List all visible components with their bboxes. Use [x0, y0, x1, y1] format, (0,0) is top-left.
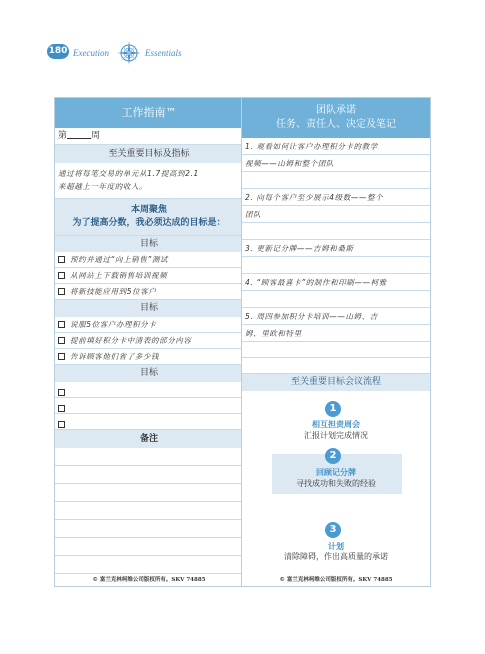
goal-text: 提前填好积分卡中清表的部分内容	[70, 336, 192, 345]
work-guide-title: 工作指南™	[55, 98, 243, 128]
checkbox[interactable]	[58, 353, 65, 360]
checkbox[interactable]	[58, 421, 65, 428]
goal-text: 告诉顾客他们省了多少钱	[70, 352, 160, 361]
focus-subtitle: 为了提高分数，我必须达成的目标是：	[72, 218, 226, 228]
cycle-diagram	[242, 98, 432, 298]
commitment-line[interactable]: 视频——山姆和整个团队	[242, 155, 430, 172]
checkbox[interactable]	[58, 405, 65, 412]
step-3-desc: 清除障碍，作出高质量的承诺	[284, 552, 388, 561]
header-title-right: Essentials	[145, 48, 182, 58]
notes-line[interactable]	[55, 466, 243, 484]
process-label: 至关重要目标会议流程	[242, 374, 430, 391]
goal-text: 将新技能应用到5位客户	[70, 287, 157, 296]
wig-text-line-1: 通过将每笔交易的单元从1.7提高到2.1	[58, 169, 199, 178]
step-3-title: 计划	[328, 542, 344, 551]
goal-item[interactable]	[55, 349, 243, 365]
checkbox[interactable]	[58, 321, 65, 328]
goal-item[interactable]	[55, 252, 243, 268]
compass-icon	[116, 40, 142, 66]
checkbox[interactable]	[58, 256, 65, 263]
empty-goal-item[interactable]	[55, 414, 243, 430]
copyright-footer: © 富兰克林柯维公司版权所有。SKV 74885	[92, 577, 206, 583]
step-1-number: 1	[325, 401, 341, 417]
checkbox[interactable]	[58, 272, 65, 279]
notes-label: 备注	[55, 430, 243, 448]
focus-section	[55, 199, 243, 235]
empty-goal-item[interactable]	[55, 382, 243, 398]
notes-line[interactable]	[55, 448, 243, 466]
step-2-number: 2	[325, 448, 341, 464]
week-prefix: 第	[58, 131, 68, 141]
wig-label: 至关重要目标及指标	[55, 145, 243, 163]
goal-item[interactable]	[55, 317, 243, 333]
checkbox[interactable]	[58, 337, 65, 344]
team-commitment-subtitle: 任务、责任人、决定及笔记	[276, 119, 396, 130]
goal-text: 说服5位客户办理积分卡	[70, 320, 157, 329]
wig-text-line-2: 来超越上一年度的收入。	[58, 182, 148, 191]
goals-label-3: 目标	[55, 365, 243, 382]
checkbox[interactable]	[58, 288, 65, 295]
week-row	[55, 128, 243, 145]
goal-item[interactable]	[55, 284, 243, 300]
commitment-line[interactable]: 2. 向每个客户至少展示4级数——整个	[242, 189, 430, 206]
commitment-line[interactable]: 1. 观看如何让客户办理积分卡的教学	[242, 138, 430, 155]
copyright-footer: © 富兰克林柯维公司版权所有。SKV 74885	[279, 577, 393, 583]
notes-line[interactable]	[55, 520, 243, 538]
commitment-line[interactable]: 姆、里欧和特里	[242, 325, 430, 342]
goal-text: 从网站上下载销售培训视频	[70, 271, 168, 280]
commitment-line[interactable]: 团队	[242, 206, 430, 223]
week-suffix: 周	[91, 131, 101, 141]
commitment-line[interactable]: 3. 更新记分牌——吉姆和桑斯	[242, 240, 430, 257]
empty-goal-item[interactable]	[55, 398, 243, 414]
work-guide-card	[54, 97, 244, 587]
goal-item[interactable]	[55, 268, 243, 284]
week-input[interactable]	[67, 129, 91, 139]
step-2-desc: 寻找成功和失败的经验	[296, 479, 376, 488]
goals-label-2: 目标	[55, 300, 243, 317]
commitment-line[interactable]	[242, 358, 430, 374]
wig-text	[55, 163, 243, 199]
commitment-line[interactable]: 5. 周四参加积分卡培训——山姆、吉	[242, 308, 430, 325]
goals-label-1: 目标	[55, 235, 243, 252]
header-title-left: Execution	[73, 48, 109, 58]
team-commitment-title: 团队承诺	[316, 105, 356, 116]
step-1-title: 相互担责周会	[312, 420, 360, 429]
notes-line[interactable]	[55, 556, 243, 574]
notes-line[interactable]	[55, 538, 243, 556]
team-commitment-card	[241, 97, 431, 587]
commitment-line[interactable]	[242, 342, 430, 358]
step-2-title: 回顾记分牌	[316, 468, 356, 477]
page-number: 180	[47, 44, 69, 59]
commitment-line[interactable]: 4. “顾客最喜卡”的制作和印刷——柯雅	[242, 274, 430, 291]
step-3-number: 3	[325, 522, 341, 538]
notes-line[interactable]	[55, 502, 243, 520]
step-1-desc: 汇报计划完成情况	[304, 431, 368, 440]
notes-line[interactable]	[55, 484, 243, 502]
goal-item[interactable]	[55, 333, 243, 349]
goal-text: 预约并通过“向上销售”测试	[70, 255, 169, 264]
checkbox[interactable]	[58, 389, 65, 396]
focus-title: 本周聚焦	[130, 205, 167, 215]
